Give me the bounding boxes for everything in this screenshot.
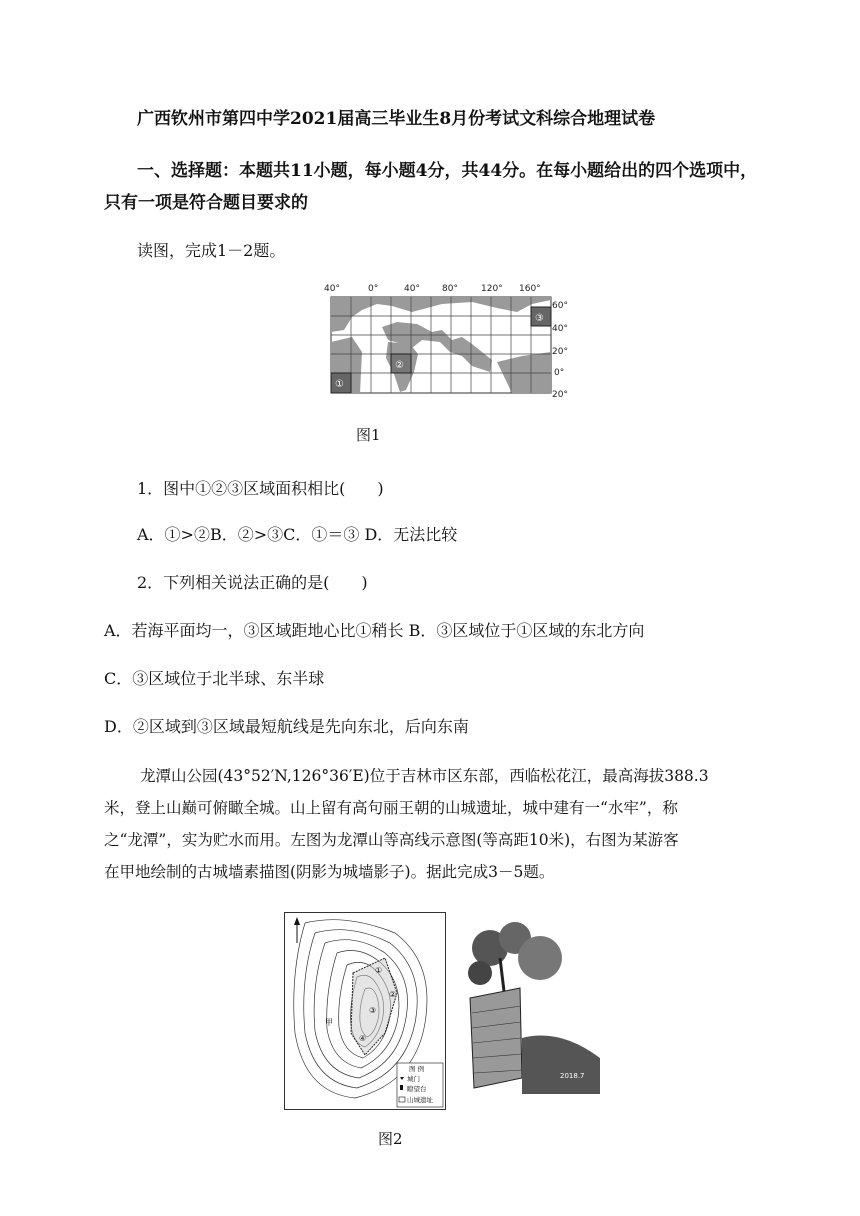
lat-label: 20° xyxy=(552,390,568,400)
lat-label: 0° xyxy=(554,368,565,378)
mark-2: ② xyxy=(389,990,397,999)
region-label-2: ② xyxy=(395,360,404,371)
mark-3: ③ xyxy=(369,1006,377,1015)
section-heading-line2: 只有一项是符合题目要求的 xyxy=(104,193,308,213)
tower-symbol-icon xyxy=(400,1085,403,1090)
lon-label: 40° xyxy=(404,284,420,294)
question-1: 1．图中①②③区域面积相比( ) xyxy=(137,479,384,498)
passage-3-5 xyxy=(104,760,794,888)
intro-q1-2: 读图，完成1－2题。 xyxy=(137,241,286,260)
page-title: 广西钦州市第四中学2021届高三毕业生8月份考试文科综合地理试卷 xyxy=(137,109,656,129)
lat-label: 40° xyxy=(552,324,568,334)
mark-4: ④ xyxy=(359,1034,367,1043)
contour-map xyxy=(284,912,446,1110)
lat-label: 60° xyxy=(552,301,568,311)
sketch-date: 2018.7 xyxy=(560,1072,585,1080)
lon-label: 160° xyxy=(519,284,541,294)
figure-1-caption: 图1 xyxy=(356,426,381,444)
passage-line: 米，登上山巅可俯瞰全城。山上留有高句丽王朝的山城遗址，城中建有一“水牢”，称 xyxy=(104,799,678,817)
region-label-1: ① xyxy=(335,379,344,390)
wall-sketch xyxy=(460,918,602,1094)
question-1-options: A．①>②B．②>③C．①＝③ D．无法比较 xyxy=(137,525,458,544)
north-arrow-head-icon xyxy=(294,917,300,925)
passage-line: 之“龙潭”，实为贮水而用。左图为龙潭山等高线示意图(等高距10米)，右图为某游客 xyxy=(104,831,679,849)
legend-title: 图 例 xyxy=(409,1065,425,1073)
legend-item-gate: 城门 xyxy=(407,1075,420,1083)
question-2-option-ab: A．若海平面均一，③区域距地心比①稍长 B．③区域位于①区域的东北方向 xyxy=(104,621,645,640)
figure-2-caption: 图2 xyxy=(378,1130,403,1148)
question-2-option-c: C．③区域位于北半球、东半球 xyxy=(104,669,325,688)
lat-label: 20° xyxy=(552,347,568,357)
lon-label: 120° xyxy=(481,284,503,294)
lon-label: 80° xyxy=(442,284,458,294)
mark-1: ① xyxy=(375,966,383,975)
lon-label: 0° xyxy=(368,284,379,294)
figure-1-map xyxy=(322,282,572,400)
legend-item-ruins: 山城遗址 xyxy=(407,1096,433,1104)
region-label-3: ③ xyxy=(535,313,544,324)
legend-item-tower: 瞭望台 xyxy=(407,1085,427,1093)
question-2-option-d: D．②区域到③区域最短航线是先向东北，后向东南 xyxy=(104,717,469,736)
section-heading-line1: 一、选择题：本题共11小题，每小题4分，共44分。在每小题给出的四个选项中， xyxy=(137,161,758,181)
question-2: 2．下列相关说法正确的是( ) xyxy=(137,573,368,592)
passage-line: 龙潭山公园(43°52′N,126°36′E)位于吉林市区东部，西临松花江，最高海拔388.3 xyxy=(140,767,709,785)
passage-line: 在甲地绘制的古城墙素描图(阴影为城墙影子)。据此完成3－5题。 xyxy=(104,863,555,881)
mark-jia: 甲 xyxy=(325,1018,333,1027)
lon-label: 40° xyxy=(324,284,340,294)
